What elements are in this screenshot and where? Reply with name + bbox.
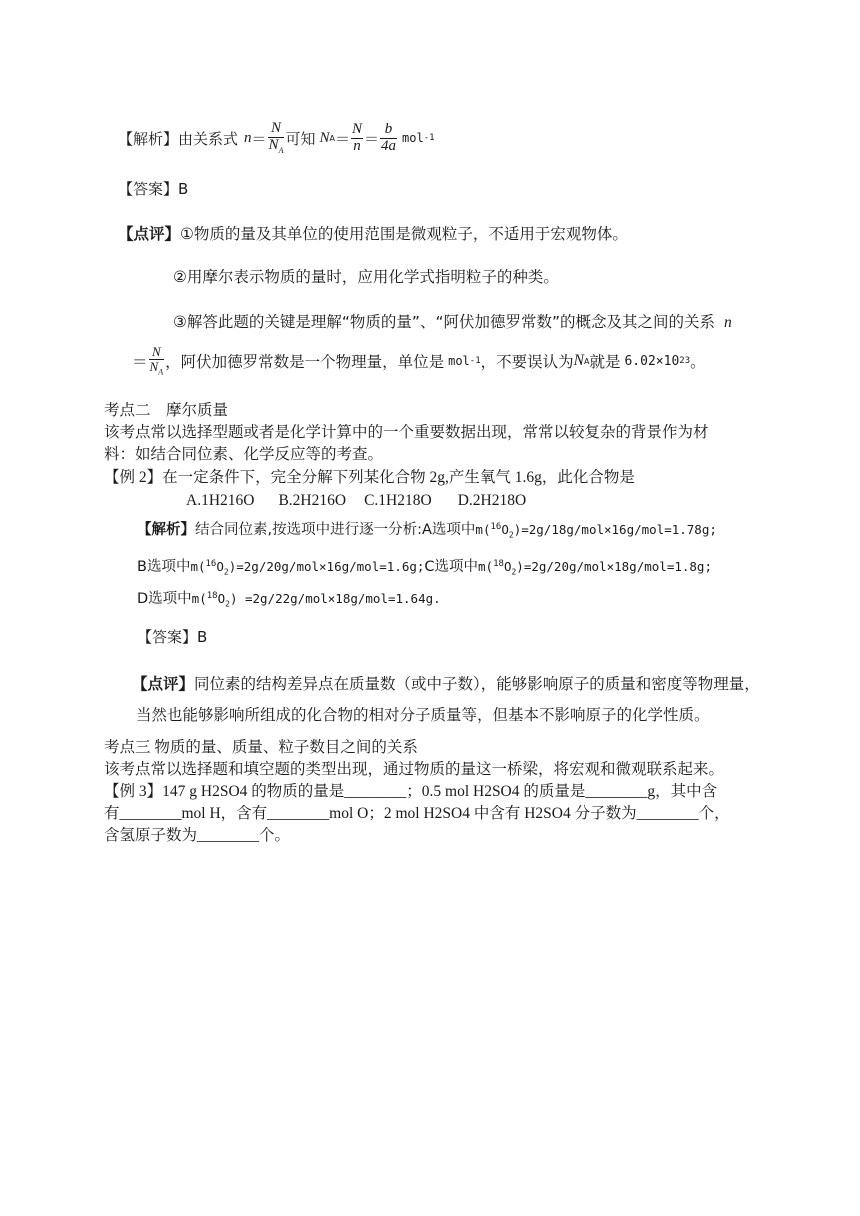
answer-1: 【答案】B [118, 180, 189, 198]
unit-mol-2: mol [448, 354, 470, 368]
section-3-desc: 该考点常以选择题和填空题的类型出现，通过物质的量这一桥梁，将宏观和微观联系起来。 [104, 761, 725, 778]
O-a: O [501, 522, 509, 537]
comment-2-label: 【点评】 [132, 675, 195, 693]
end-mark: 。 [690, 353, 706, 371]
answer-2: 【答案】B [137, 628, 208, 646]
var-n: n [244, 129, 252, 146]
calc-b: =2g/20g/mol×16g/mol=1.6g; [236, 559, 425, 574]
comment-3-text: ③解答此题的关键是理解“物质的量”、“阿伏加德罗常数”的概念及其之间的关系 [173, 313, 716, 331]
unit-mol-sup: -1 [423, 133, 435, 143]
O-b: O [216, 559, 224, 574]
equals-sign-2: ＝ [334, 129, 350, 148]
m-open-1: m( [475, 522, 491, 537]
analysis-2-label: 【解析】 [137, 522, 195, 538]
frac4-den-sub: A [158, 367, 164, 377]
fraction-N-over-n [351, 122, 363, 155]
O-d-sub: 2 [225, 599, 230, 609]
frac3-num: b [380, 122, 397, 139]
comment-2-line-1 [132, 672, 760, 694]
comment-1-line-3 [173, 310, 732, 332]
O-b-sub: 2 [223, 567, 229, 577]
example-2-question: 【例 2】在一定条件下，完全分解下列某化合物 2g,产生氧气 1.6g，此化合物是 [104, 469, 635, 486]
analysis-2-line-1 [137, 518, 717, 540]
O-c: O [503, 559, 512, 574]
analysis-label: 【解析】 [118, 129, 179, 148]
equals-sign-3: ＝ [364, 129, 380, 148]
analysis-2-d: D选项中 [137, 591, 192, 607]
option-a: A.1H216O [186, 492, 255, 509]
comment-1-text: ①物质的量及其单位的使用范围是微观粒子，不适用于宏观物体。 [180, 225, 628, 243]
var-NA: N [319, 129, 330, 146]
frac3-den: 4a [381, 137, 397, 154]
analysis-2-line-3 [137, 587, 441, 609]
section-2-desc-1: 该考点常以选择型题或者是化学计算中的一个重要数据出现，常常以较复杂的背景作为材 [104, 424, 709, 441]
close-b: ) [228, 559, 237, 574]
avogadro-exp: 23 [679, 356, 691, 366]
frac4-den: N [149, 358, 159, 374]
var-NA-2: N [573, 352, 584, 369]
option-d: D.2H218O [457, 492, 527, 509]
analysis-text: 由关系式 [178, 129, 239, 148]
knowing-text: 可知 [285, 129, 316, 148]
close-d: ) [229, 591, 238, 606]
comment-1-line-4 [132, 342, 706, 380]
iso-18-c: 18 [493, 558, 504, 569]
O-d: O [217, 591, 226, 606]
frac-den-NA: N [268, 136, 279, 153]
unit-mol-2-sup: -1 [469, 356, 481, 366]
analysis-2-text-1: 结合同位素,按选项中进行逐一分析:A选项中 [195, 522, 476, 538]
option-b: B.2H216O [278, 492, 347, 509]
option-c: C.1H218O [364, 492, 432, 509]
m-open-b: m( [190, 559, 206, 574]
analysis-2-b: B选项中 [137, 559, 191, 575]
close-c: ) [516, 559, 524, 574]
iso-16-b: 16 [205, 558, 217, 569]
comment-1-line-1 [118, 222, 628, 244]
frac2-num: N [351, 120, 362, 137]
comment-2-line-2: 当然也能够影响所组成的化合物的相对分子质量等，但基本不影响原子的化学性质。 [136, 706, 710, 724]
calc-d: =2g/22g/mol×18g/mol=1.64g. [237, 591, 441, 606]
frac4-num: N [149, 345, 165, 360]
iso-16-a: 16 [490, 521, 502, 532]
fraction-N-over-NA [268, 121, 285, 155]
m-open-c: m( [478, 559, 494, 574]
frac-den-NA-sub: A [278, 145, 284, 155]
O-a-sub: 2 [508, 530, 514, 540]
comment-4c-text: 就是 [589, 353, 621, 371]
comment-4-text: ，阿伏加德罗常数是一个物理量，单位是 [165, 353, 445, 371]
var-NA-sub: A [329, 133, 335, 143]
var-NA-2-sub: A [583, 356, 590, 366]
analysis-2-c: C选项中 [424, 559, 479, 575]
close-a: ) [513, 522, 522, 537]
O-c-sub: 2 [511, 567, 517, 577]
example-3-line-1: 【例 3】147 g H2SO4 的物质的量是________；0.5 mol H2SO4 的质量是________g，其中含 [104, 783, 718, 800]
analysis-line-1 [118, 118, 435, 158]
comment-1-line-2: ②用摩尔表示物质的量时，应用化学式指明粒子的种类。 [173, 268, 559, 286]
comment-3-var-n: n [723, 314, 732, 331]
equals-sign: ＝ [251, 129, 267, 148]
comment-label: 【点评】 [118, 225, 181, 243]
analysis-2-line-2 [137, 555, 712, 577]
unit-mol: mol [402, 131, 424, 145]
section-2-title: 考点二 摩尔质量 [104, 402, 229, 419]
fraction-N-over-NA-2 [149, 345, 165, 377]
avogadro-value: 6.02×10 [624, 353, 680, 369]
equals-sign-4: ＝ [132, 353, 148, 371]
calc-c: =2g/20g/mol×18g/mol=1.8g; [523, 559, 712, 574]
frac2-den: n [353, 137, 361, 154]
example-2-options [186, 491, 526, 511]
fraction-b-over-4a [380, 122, 397, 155]
comment-4b-text: ，不要误认为 [480, 353, 574, 371]
comment-2-text-1: 同位素的结构差异点在质量数（或中子数），能够影响原子的质量和密度等物理量， [194, 675, 760, 693]
example-3-line-3: 含氢原子数为________个。 [104, 827, 291, 844]
m-open-d: m( [191, 591, 207, 606]
section-2-desc-2: 料：如结合同位素、化学反应等的考查。 [104, 446, 384, 463]
calc-a: =2g/18g/mol×16g/mol=1.78g; [521, 522, 717, 537]
example-3-line-2: 有________mol H，含有________mol O；2 mol H2SO4 中含有 H2SO4 分子数为________个， [104, 805, 730, 822]
section-3-title: 考点三 物质的量、质量、粒子数目之间的关系 [104, 739, 418, 756]
iso-18-d: 18 [206, 590, 218, 601]
frac-num-N: N [268, 121, 285, 138]
